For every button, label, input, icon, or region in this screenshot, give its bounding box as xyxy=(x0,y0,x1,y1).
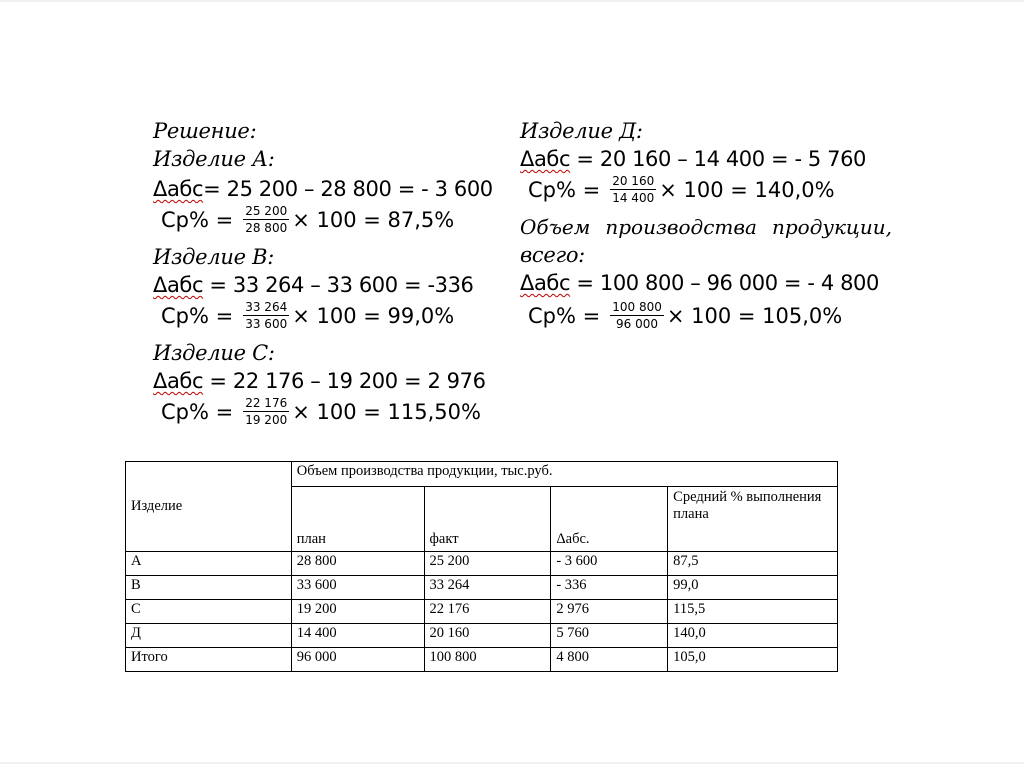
abs-label: Δабс xyxy=(520,271,571,295)
cell-item: Итого xyxy=(126,648,292,672)
cell-abs: - 336 xyxy=(551,576,668,600)
cp-label: Ср% = xyxy=(528,303,601,328)
cell-fact: 33 264 xyxy=(424,576,551,600)
fraction-denominator: 19 200 xyxy=(245,413,288,427)
abs-label: Δабс xyxy=(153,177,204,201)
row-header-cell: Изделие xyxy=(126,462,292,552)
production-table xyxy=(125,461,838,672)
table-row xyxy=(126,600,838,624)
col-header-fact: факт xyxy=(424,487,551,552)
cp-label: Ср% = xyxy=(161,207,234,232)
item-b-abs-line xyxy=(153,272,474,298)
item-b-abs-expr: = 33 264 – 33 600 = -336 xyxy=(203,273,474,297)
total-heading-line2: всего: xyxy=(520,243,585,267)
item-c-abs-expr: = 22 176 – 19 200 = 2 976 xyxy=(203,369,486,393)
fraction-denominator: 96 000 xyxy=(616,317,659,331)
table-row xyxy=(126,648,838,672)
item-c-abs-line xyxy=(153,368,486,394)
total-abs-expr: = 100 800 – 96 000 = - 4 800 xyxy=(570,271,879,295)
total-heading-word: производства xyxy=(605,215,757,239)
cell-avg-percent: 140,0 xyxy=(668,624,838,648)
item-d-cp-result: × 100 = 140,0% xyxy=(659,177,835,202)
cell-fact: 20 160 xyxy=(424,624,551,648)
solution-label: Решение: xyxy=(153,119,257,143)
total-heading-line1 xyxy=(520,214,892,240)
cell-fact: 100 800 xyxy=(424,648,551,672)
item-d-abs-expr: = 20 160 – 14 400 = - 5 760 xyxy=(570,147,867,171)
item-b-heading: Изделие В: xyxy=(153,245,275,269)
item-b-fraction xyxy=(243,300,289,331)
item-a-cp-result: × 100 = 87,5% xyxy=(292,207,455,232)
cell-fact: 25 200 xyxy=(424,552,551,576)
fraction-denominator: 14 400 xyxy=(612,191,655,205)
item-a-fraction xyxy=(243,204,289,235)
table-row xyxy=(126,624,838,648)
cell-avg-percent: 87,5 xyxy=(668,552,838,576)
fraction-numerator: 20 160 xyxy=(612,174,655,188)
total-cp-formula xyxy=(528,300,842,331)
abs-label: Δабс xyxy=(520,147,571,171)
cell-fact: 22 176 xyxy=(424,600,551,624)
total-heading-word: продукции, xyxy=(771,215,892,239)
cell-item: С xyxy=(126,600,292,624)
item-b-cp-result: × 100 = 99,0% xyxy=(292,303,455,328)
col-header-plan: план xyxy=(291,487,424,552)
item-b-cp-formula xyxy=(161,300,454,331)
col-header-abs: Δабс. xyxy=(551,487,668,552)
item-c-cp-result: × 100 = 115,50% xyxy=(292,399,481,424)
table-header-row xyxy=(126,462,838,487)
fraction-denominator: 28 800 xyxy=(245,221,288,235)
cell-avg-percent: 115,5 xyxy=(668,600,838,624)
cell-abs: - 3 600 xyxy=(551,552,668,576)
cell-abs: 4 800 xyxy=(551,648,668,672)
cp-label: Ср% = xyxy=(528,177,601,202)
item-d-fraction xyxy=(610,174,656,205)
fraction-numerator: 22 176 xyxy=(245,396,288,410)
slide-bottom-border xyxy=(0,762,1024,764)
fraction-numerator: 100 800 xyxy=(612,300,662,314)
col-header-avg-percent: Средний % выполнения плана xyxy=(668,487,838,552)
cell-abs: 2 976 xyxy=(551,600,668,624)
item-a-heading: Изделие А: xyxy=(153,147,275,171)
item-d-cp-formula xyxy=(528,174,835,205)
abs-label: Δабс xyxy=(153,369,204,393)
total-heading-word: Объем xyxy=(520,215,591,239)
item-c-fraction xyxy=(243,396,289,427)
table-row xyxy=(126,576,838,600)
fraction-numerator: 33 264 xyxy=(245,300,288,314)
item-a-cp-formula xyxy=(161,204,454,235)
cell-avg-percent: 105,0 xyxy=(668,648,838,672)
table-row xyxy=(126,552,838,576)
cell-item: Д xyxy=(126,624,292,648)
slide-top-border xyxy=(0,0,1024,2)
item-a-abs-line xyxy=(153,176,493,202)
total-abs-line xyxy=(520,270,879,296)
cell-plan: 14 400 xyxy=(291,624,424,648)
cell-plan: 96 000 xyxy=(291,648,424,672)
cp-label: Ср% = xyxy=(161,303,234,328)
total-cp-result: × 100 = 105,0% xyxy=(666,303,843,328)
cell-plan: 28 800 xyxy=(291,552,424,576)
cell-item: А xyxy=(126,552,292,576)
total-fraction xyxy=(610,300,664,331)
cell-avg-percent: 99,0 xyxy=(668,576,838,600)
cell-plan: 19 200 xyxy=(291,600,424,624)
abs-label: Δабс xyxy=(153,273,204,297)
cell-item: В xyxy=(126,576,292,600)
item-d-heading: Изделие Д: xyxy=(520,119,643,143)
fraction-denominator: 33 600 xyxy=(245,317,288,331)
group-header-cell: Объем производства продукции, тыс.руб. xyxy=(291,462,837,487)
item-c-cp-formula xyxy=(161,396,481,427)
item-d-abs-line xyxy=(520,146,866,172)
cell-abs: 5 760 xyxy=(551,624,668,648)
cp-label: Ср% = xyxy=(161,399,234,424)
item-c-heading: Изделие С: xyxy=(153,341,275,365)
fraction-numerator: 25 200 xyxy=(245,204,288,218)
item-a-abs-expr: = 25 200 – 28 800 = - 3 600 xyxy=(203,177,493,201)
cell-plan: 33 600 xyxy=(291,576,424,600)
